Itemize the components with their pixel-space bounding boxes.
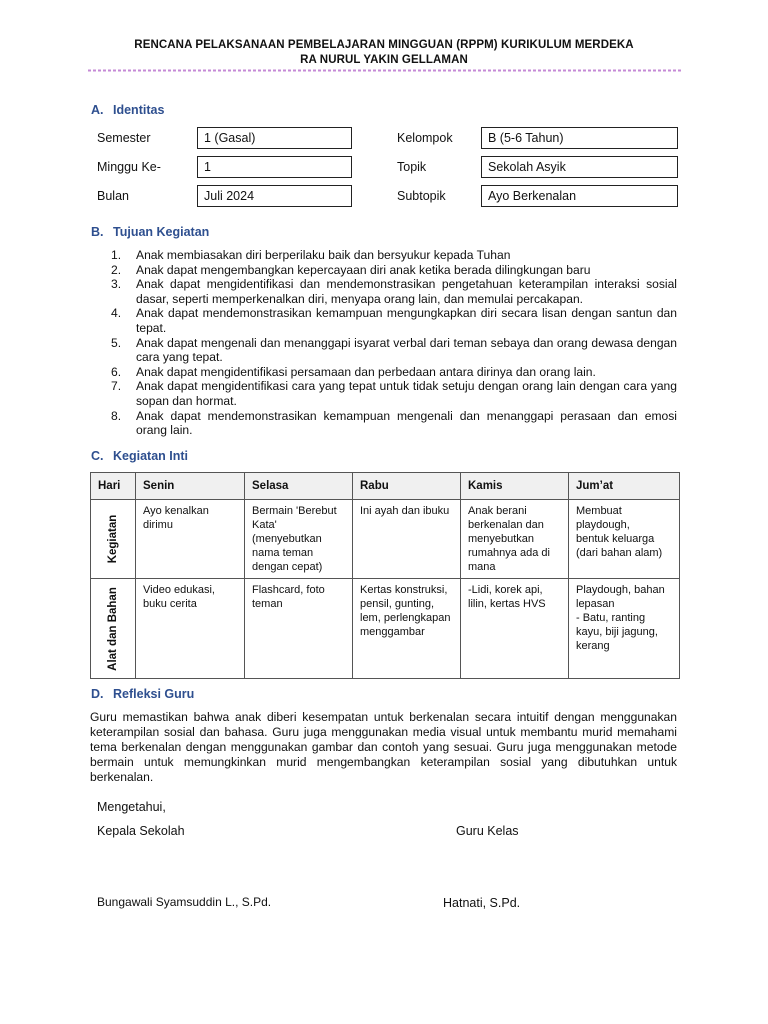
kepala-sekolah-name: Bungawali Syamsuddin L., S.Pd.: [97, 895, 272, 909]
table-header-row: [91, 473, 680, 500]
goal-item: [111, 306, 677, 335]
subtopik-label: Subtopik: [397, 189, 446, 203]
table-cell: Membuat playdough, bentuk keluarga (dari bahan alam): [569, 500, 680, 579]
bulan-field: Juli 2024: [197, 185, 352, 207]
decorative-divider: [88, 68, 681, 73]
goal-text: Anak dapat mengidentifikasi dan mendemonstrasikan pengetahuan keterampilan interaksi sosial dasar, seperti memperkenalkan diri, menyapa orang lain, dan memulai percakapan.: [136, 277, 677, 306]
goal-item: [111, 365, 677, 380]
goal-text: Anak membiasakan diri berperilaku baik dan bersyukur kepada Tuhan: [136, 248, 511, 262]
goal-item: [111, 277, 677, 306]
semester-field: 1 (Gasal): [197, 127, 352, 149]
document-title: RENCANA PELAKSANAAN PEMBELAJARAN MINGGUAN (RPPM) KURIKULUM MERDEKA: [134, 39, 634, 51]
topik-label: Topik: [397, 160, 427, 174]
goal-item: [111, 336, 677, 365]
header-selasa: Selasa: [245, 473, 353, 500]
section-title: Identitas: [113, 103, 165, 117]
goal-text: Anak dapat mengidentifikasi cara yang tepat untuk tidak setuju dengan orang lain dengan cara yang sopan dan hormat.: [136, 379, 677, 408]
goal-text: Anak dapat mengidentifikasi persamaan dan perbedaan antara dirinya dan orang lain.: [136, 364, 596, 379]
goal-text: Anak dapat mendemonstrasikan kemampuan mengenali dan menanggapi perasaan dan emosi orang lain.: [136, 408, 677, 438]
goal-number: 8.: [111, 408, 122, 423]
goal-number: 2.: [111, 262, 122, 277]
table-cell: Flashcard, foto teman: [245, 579, 353, 679]
topik-field: Sekolah Asyik: [481, 156, 678, 178]
header-kamis: Kamis: [461, 473, 569, 500]
subtopik-field: Ayo Berkenalan: [481, 185, 678, 207]
minggu-label: Minggu Ke-: [97, 160, 161, 174]
activity-table: [90, 472, 680, 679]
table-cell: Playdough, bahan lepasan - Batu, ranting kayu, biji jagung, kerang: [569, 579, 680, 679]
section-title: Kegiatan Inti: [113, 449, 189, 463]
goal-text: Anak dapat mengembangkan kepercayaan diri anak ketika berada dilingkungan baru: [136, 262, 591, 277]
goal-number: 4.: [111, 306, 122, 321]
header-rabu: Rabu: [353, 473, 461, 500]
goal-item: [111, 409, 677, 438]
goal-number: 1.: [111, 248, 122, 262]
goal-item: [111, 248, 677, 263]
goal-text: Anak dapat mengenali dan menanggapi isyarat verbal dari teman sebaya dan orang dewasa dengan cara yang tepat.: [136, 335, 677, 365]
goal-item: [111, 379, 677, 408]
semester-label: Semester: [97, 131, 151, 145]
goal-item: [111, 263, 677, 278]
mengetahui-text: Mengetahui,: [97, 800, 166, 814]
guru-kelas-title: Guru Kelas: [456, 824, 519, 838]
table-cell: Video edukasi, buku cerita: [136, 579, 245, 679]
table-cell: -Lidi, korek api, lilin, kertas HVS: [461, 579, 569, 679]
goal-number: 5.: [111, 335, 122, 350]
table-cell: Bermain 'Berebut Kata' (menyebutkan nama teman dengan cepat): [245, 500, 353, 579]
row-header-cell: [91, 579, 136, 679]
kepala-sekolah-title: Kepala Sekolah: [97, 824, 185, 838]
section-title: Refleksi Guru: [113, 687, 195, 701]
table-row: [91, 579, 680, 679]
row-label-alat-bahan: Alat dan Bahan: [107, 586, 119, 671]
section-letter: C.: [91, 449, 104, 463]
section-kegiatan-heading: [91, 449, 188, 463]
header-senin: Senin: [136, 473, 245, 500]
minggu-field: 1: [197, 156, 352, 178]
goal-number: 3.: [111, 277, 122, 292]
header-jumat: Jum’at: [569, 473, 680, 500]
table-cell: Ayo kenalkan dirimu: [136, 500, 245, 579]
section-identitas-heading: [91, 103, 164, 117]
row-header-cell: [91, 500, 136, 579]
table-row: [91, 500, 680, 579]
guru-kelas-name: Hatnati, S.Pd.: [443, 896, 521, 910]
section-tujuan-heading: [91, 225, 209, 239]
section-refleksi-heading: [91, 687, 194, 701]
section-letter: A.: [91, 103, 104, 117]
table-cell: Anak berani berkenalan dan menyebutkan rumahnya ada di mana: [461, 500, 569, 579]
section-letter: D.: [91, 687, 104, 701]
goal-number: 7.: [111, 379, 122, 394]
bulan-label: Bulan: [97, 189, 129, 203]
goal-number: 6.: [111, 364, 122, 379]
section-title: Tujuan Kegiatan: [113, 225, 210, 239]
kelompok-label: Kelompok: [397, 131, 453, 145]
school-name: RA NURUL YAKIN GELLAMAN: [300, 54, 468, 66]
section-letter: B.: [91, 225, 104, 239]
goal-text: Anak dapat mendemonstrasikan kemampuan mengungkapkan diri secara lisan dengan santun dan tepat.: [136, 306, 677, 335]
refleksi-paragraph: Guru memastikan bahwa anak diberi kesempatan untuk berkenalan secara intuitif dengan menggunakan keterampilan sosial dan bahasa. Guru juga menggunakan media visual untuk membantu murid memahami tema berkenalan dengan menggunakan gambar dan contoh yang sesuai. Guru juga menggunakan metode bermain untuk memungkinkan murid mengembangkan keterampilan sosial yang dibutuhkan untuk berkenalan.: [90, 710, 677, 784]
row-label-kegiatan: Kegiatan: [107, 514, 119, 564]
table-cell: Ini ayah dan ibuku: [353, 500, 461, 579]
kelompok-field: B (5-6 Tahun): [481, 127, 678, 149]
goal-list: [111, 248, 677, 438]
table-cell: Kertas konstruksi, pensil, gunting, lem, perlengkapan menggambar: [353, 579, 461, 679]
header-hari: Hari: [91, 473, 136, 500]
